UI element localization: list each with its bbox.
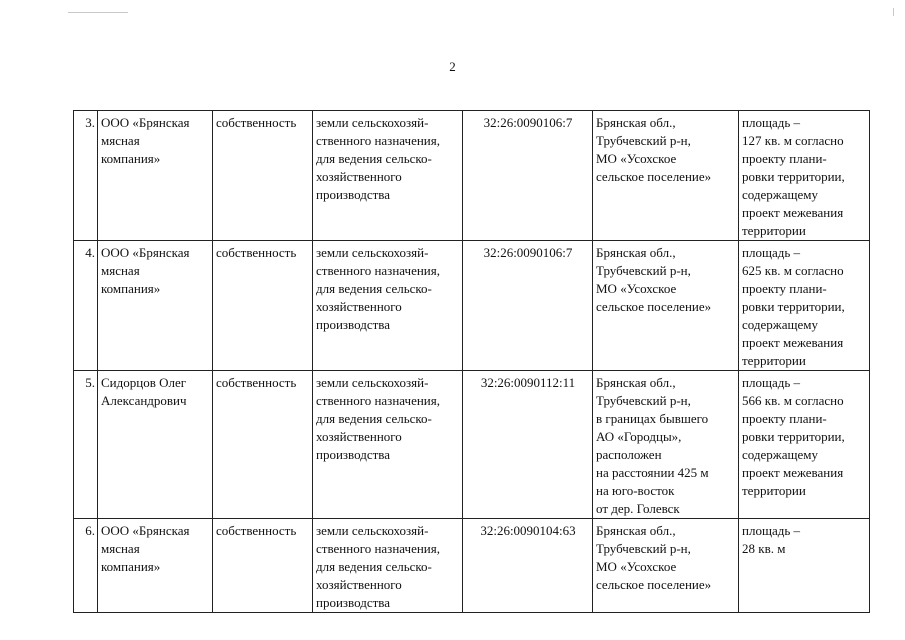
table-row — [74, 371, 870, 519]
location-cell: Брянская обл., Трубчевский р-н, в границах бывшего АО «Городцы», расположен на расстоянии 425 м на юго-восток от дер. Голевск — [593, 371, 739, 519]
cadastral-number-cell: 32:26:0090104:63 — [463, 519, 593, 613]
page-number: 2 — [449, 59, 456, 74]
owner-cell: ООО «Брянская мясная компания» — [98, 241, 213, 371]
row-number: 3. — [74, 111, 98, 241]
land-category-cell: земли сельскохозяй- ственного назначения, для ведения сельско- хозяйственного производства — [313, 241, 463, 371]
table-row — [74, 241, 870, 371]
land-category-cell: земли сельскохозяй- ственного назначения, для ведения сельско- хозяйственного производства — [313, 519, 463, 613]
row-number: 4. — [74, 241, 98, 371]
right-type-cell: собственность — [213, 241, 313, 371]
right-type-cell: собственность — [213, 371, 313, 519]
scan-mark-right — [893, 8, 894, 16]
table-row — [74, 519, 870, 613]
land-category-cell: земли сельскохозяй- ственного назначения, для ведения сельско- хозяйственного производства — [313, 111, 463, 241]
location-cell: Брянская обл., Трубчевский р-н, МО «Усохское сельское поселение» — [593, 519, 739, 613]
area-cell: площадь – 127 кв. м согласно проекту плани- ровки территории, содержащему проект межевания территории — [739, 111, 870, 241]
right-type-cell: собственность — [213, 111, 313, 241]
land-category-cell: земли сельскохозяй- ственного назначения, для ведения сельско- хозяйственного производства — [313, 371, 463, 519]
area-cell: площадь – 28 кв. м — [739, 519, 870, 613]
land-registry-table — [73, 110, 870, 613]
cadastral-number-cell: 32:26:0090106:7 — [463, 111, 593, 241]
cadastral-number-cell: 32:26:0090106:7 — [463, 241, 593, 371]
area-cell: площадь – 625 кв. м согласно проекту плани- ровки территории, содержащему проект межевания территории — [739, 241, 870, 371]
owner-cell: ООО «Брянская мясная компания» — [98, 111, 213, 241]
table-row — [74, 111, 870, 241]
right-type-cell: собственность — [213, 519, 313, 613]
cadastral-number-cell: 32:26:0090112:11 — [463, 371, 593, 519]
area-cell: площадь – 566 кв. м согласно проекту плани- ровки территории, содержащему проект межевания территории — [739, 371, 870, 519]
row-number: 6. — [74, 519, 98, 613]
location-cell: Брянская обл., Трубчевский р-н, МО «Усохское сельское поселение» — [593, 241, 739, 371]
owner-cell: ООО «Брянская мясная компания» — [98, 519, 213, 613]
location-cell: Брянская обл., Трубчевский р-н, МО «Усохское сельское поселение» — [593, 111, 739, 241]
scan-mark-left — [68, 12, 128, 13]
row-number: 5. — [74, 371, 98, 519]
owner-cell: Сидорцов Олег Александрович — [98, 371, 213, 519]
